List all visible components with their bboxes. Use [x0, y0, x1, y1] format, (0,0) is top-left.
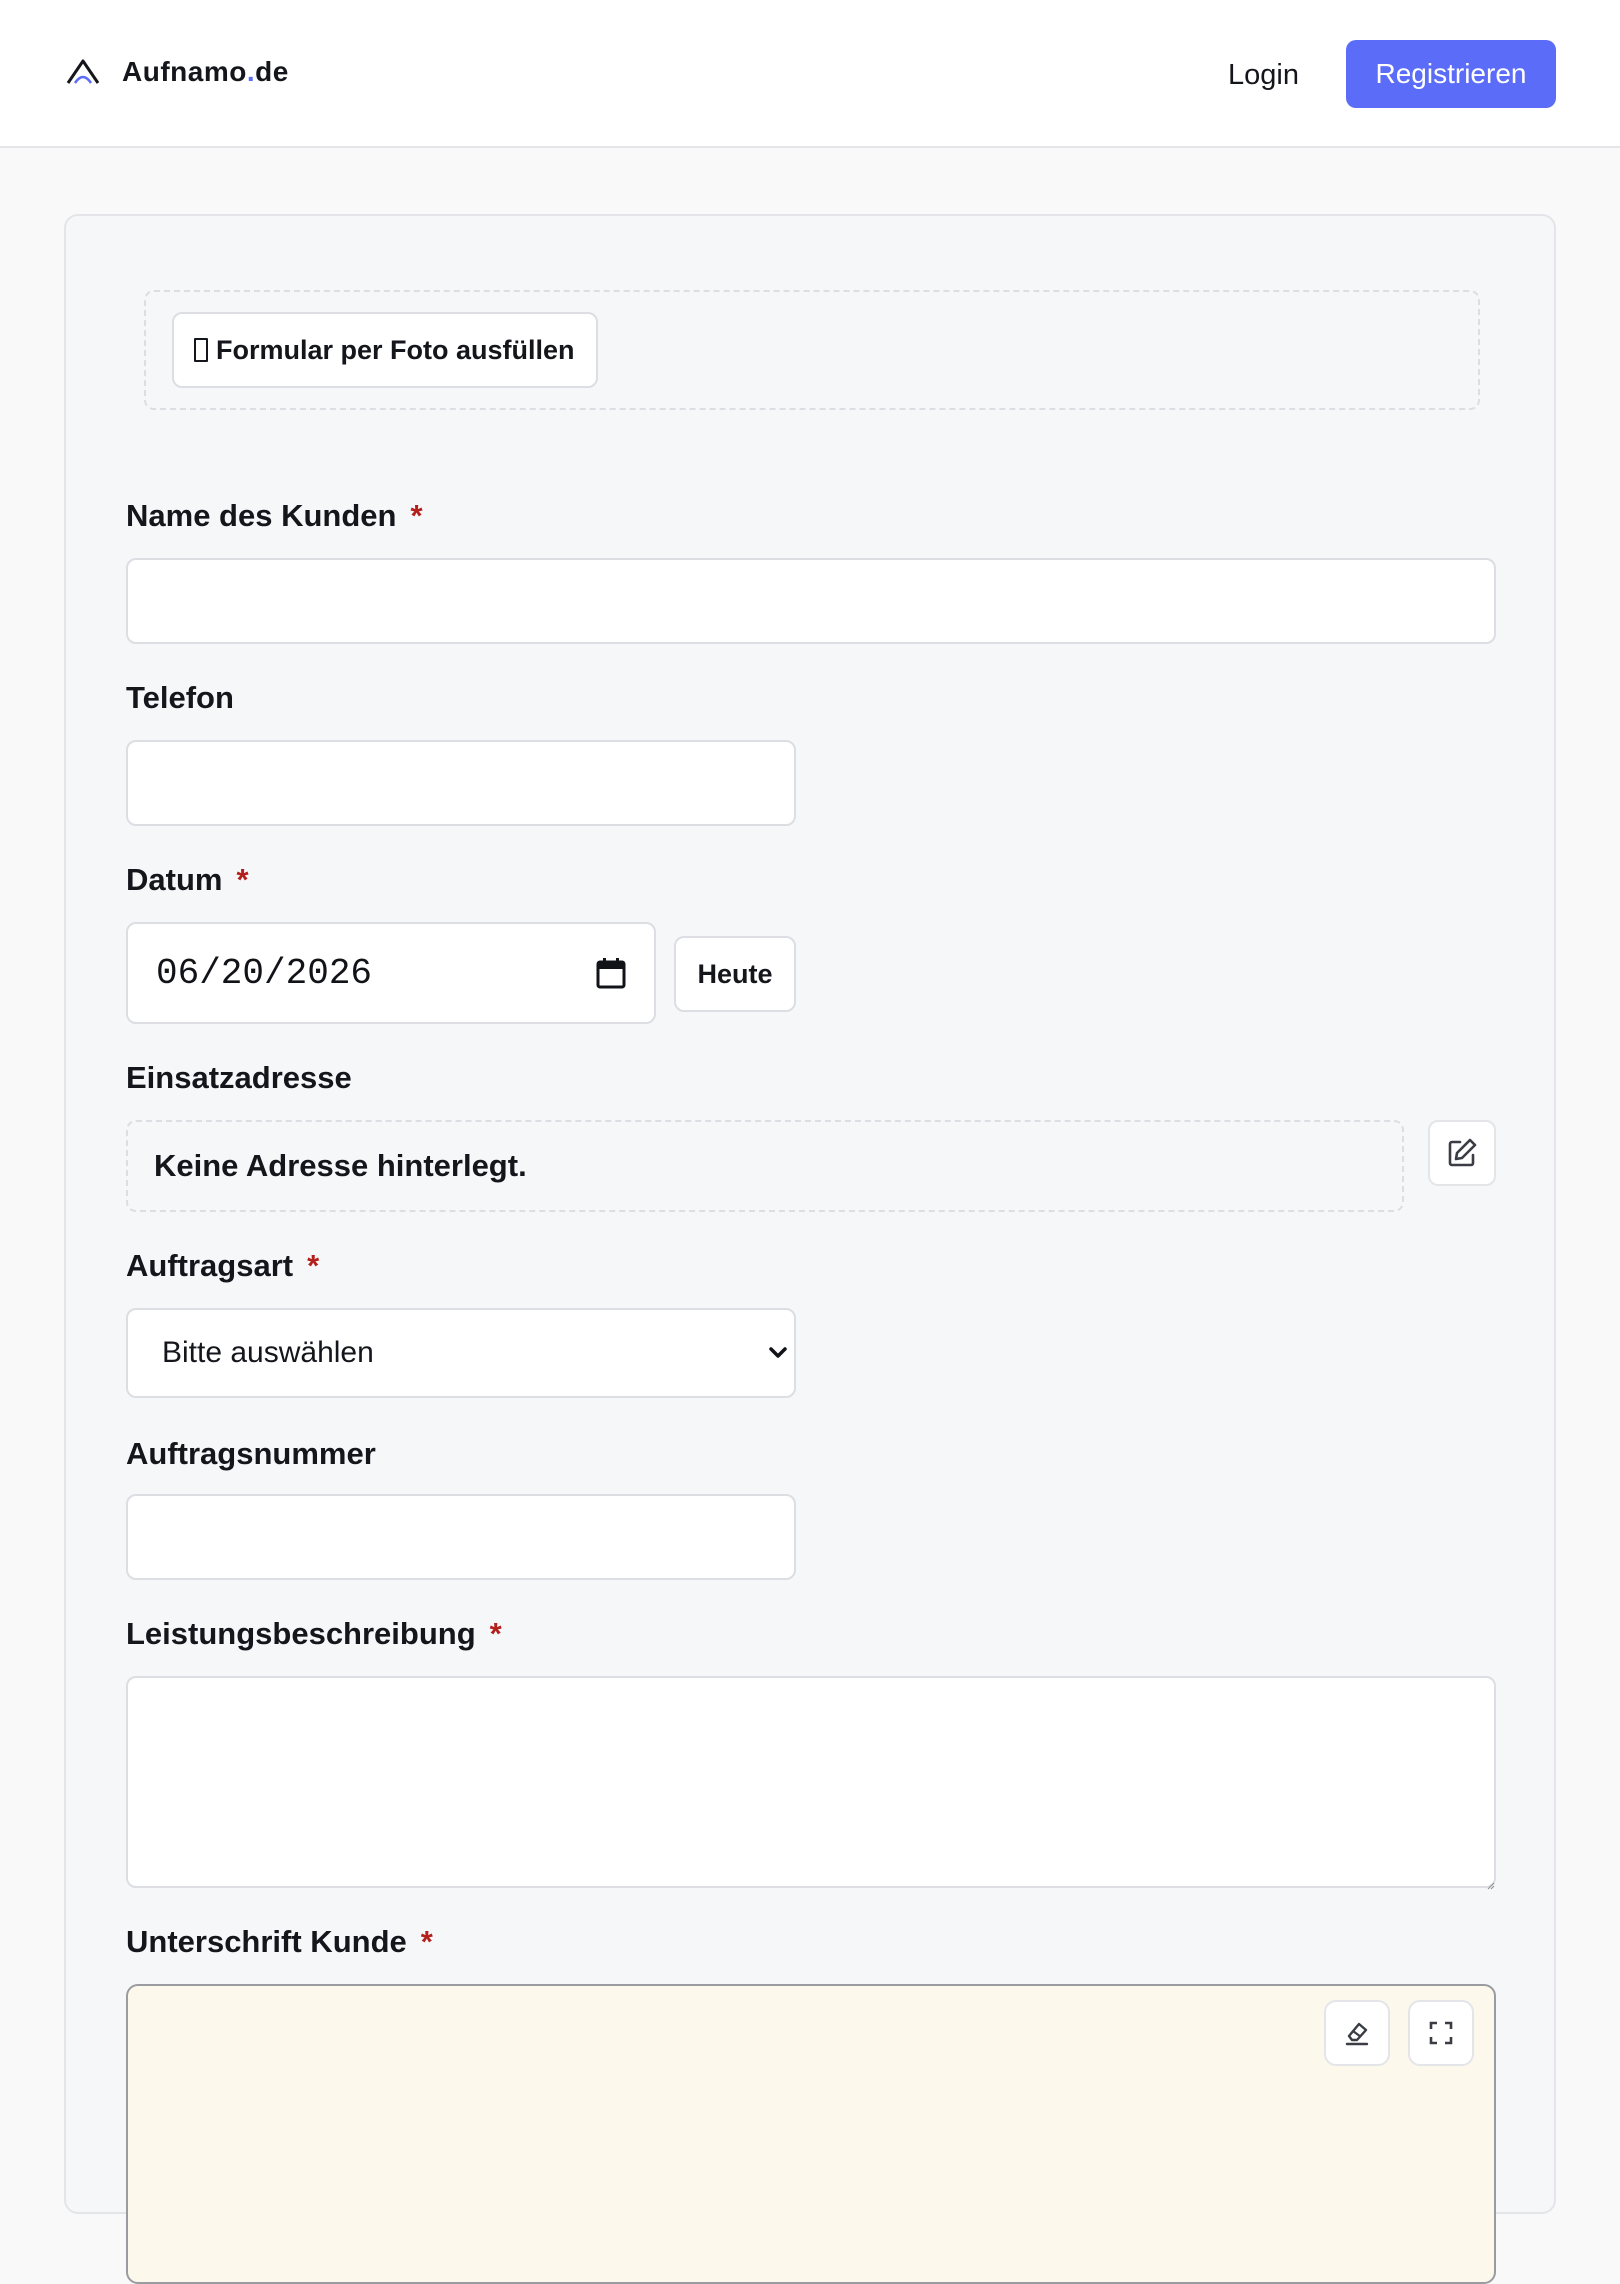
chevron-down-icon — [768, 1346, 788, 1360]
required-marker: * — [307, 1248, 320, 1283]
fill-form-by-photo-button[interactable] — [172, 312, 598, 388]
order-type-label: Auftragsart * — [126, 1248, 320, 1283]
address-label: Einsatzadresse — [126, 1060, 352, 1095]
login-link[interactable]: Login — [1228, 59, 1299, 91]
phone-label: Telefon — [126, 680, 234, 715]
date-label: Datum * — [126, 862, 249, 897]
brand-logo[interactable] — [66, 52, 289, 92]
phone-input[interactable] — [126, 740, 796, 826]
required-marker: * — [420, 1924, 433, 1959]
camera-icon — [194, 338, 208, 362]
fullscreen-signature-button[interactable] — [1408, 2000, 1474, 2066]
photo-fill-dropzone — [144, 290, 1480, 410]
order-type-select[interactable] — [126, 1308, 796, 1398]
required-marker: * — [410, 498, 423, 533]
order-type-selected-value: Bitte auswählen — [162, 1336, 374, 1369]
clear-signature-button[interactable] — [1324, 2000, 1390, 2066]
today-button[interactable]: Heute — [674, 936, 796, 1012]
required-marker: * — [489, 1616, 502, 1651]
address-display: Keine Adresse hinterlegt. — [126, 1120, 1404, 1212]
eraser-icon — [1342, 2018, 1372, 2048]
service-description-textarea[interactable] — [126, 1676, 1496, 1888]
fullscreen-icon — [1428, 2020, 1454, 2046]
form-card — [64, 214, 1556, 2214]
edit-icon — [1446, 1137, 1478, 1169]
edit-address-button[interactable] — [1428, 1120, 1496, 1186]
brand-name: Aufnamo.de — [122, 56, 289, 87]
fill-form-by-photo-label: Formular per Foto ausfüllen — [216, 334, 575, 365]
mountain-logo-icon — [66, 57, 100, 87]
service-description-label: Leistungsbeschreibung * — [126, 1616, 502, 1651]
register-button[interactable]: Registrieren — [1346, 40, 1556, 108]
customer-name-label: Name des Kunden * — [126, 498, 423, 533]
calendar-icon[interactable] — [596, 957, 626, 989]
order-number-label: Auftragsnummer — [126, 1436, 376, 1471]
signature-pad[interactable] — [126, 1984, 1496, 2284]
textarea-resize-handle[interactable] — [1487, 1882, 1495, 1890]
customer-name-input[interactable] — [126, 558, 1496, 644]
date-value: 06/20/2026 — [156, 952, 373, 994]
signature-label: Unterschrift Kunde * — [126, 1924, 433, 1959]
date-input[interactable] — [126, 922, 656, 1024]
order-number-input[interactable] — [126, 1494, 796, 1580]
required-marker: * — [236, 862, 249, 897]
top-navigation-bar — [0, 0, 1620, 148]
